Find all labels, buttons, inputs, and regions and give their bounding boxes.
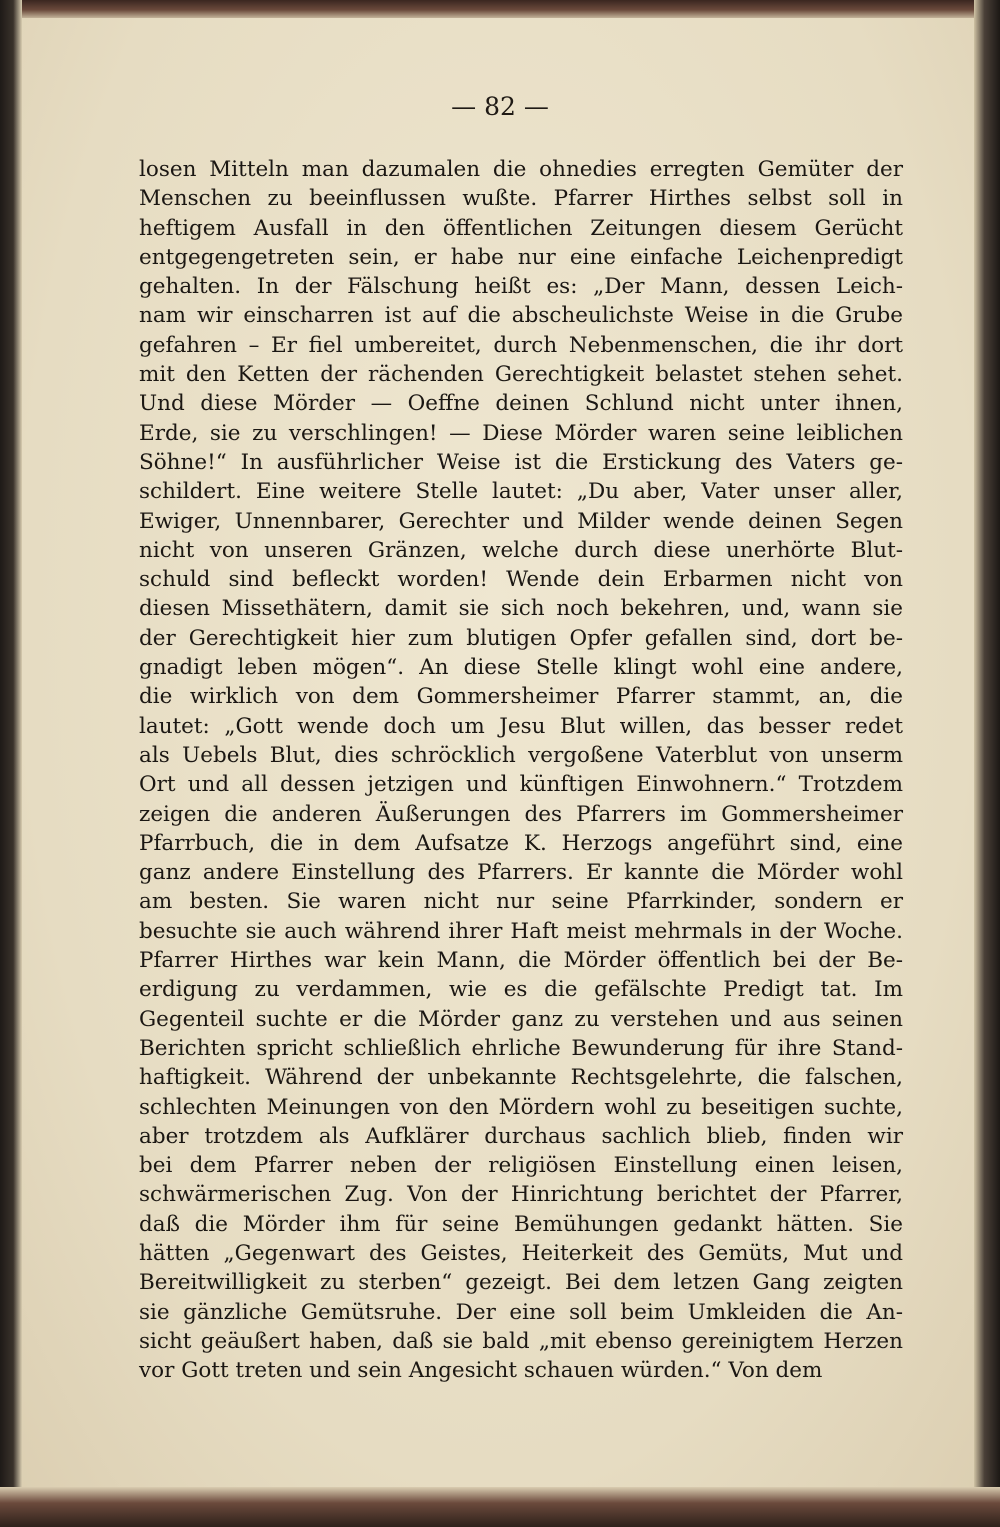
text-line: die wirklich von dem Gommersheimer Pfarrer stammt, an, die [139,684,903,710]
text-line: schuld sind befleckt worden! Wende dein Erbarmen nicht von [139,567,903,593]
body-text [139,155,903,1385]
text-line: heftigem Ausfall in den öffentlichen Zeitungen diesem Gerücht [139,215,903,241]
text-line: mit den Ketten der rächenden Gerechtigkeit belastet stehen sehet. [139,362,903,388]
text-line: lautet: „Gott wende doch um Jesu Blut willen, das besser redet [139,713,903,739]
book-binding-right [974,0,1000,1527]
text-line: nam wir einscharren ist auf die abscheulichste Weise in die Grube [139,303,903,329]
text-line: gefahren – Er fiel umbereitet, durch Nebenmenschen, die ihr dort [139,332,903,358]
text-line: schildert. Eine weitere Stelle lautet: „Du aber, Vater unser aller, [139,479,903,505]
text-line: ganz andere Einstellung des Pfarrers. Er kannte die Mörder wohl [139,860,903,886]
text-line: Pfarrer Hirthes war kein Mann, die Mörder öffentlich bei der Be- [139,948,903,974]
text-line: gnadigt leben mögen“. An diese Stelle klingt wohl eine andere, [139,655,903,681]
text-line: am besten. Sie waren nicht nur seine Pfarrkinder, sondern er [139,889,903,915]
text-line: entgegengetreten sein, er habe nur eine einfache Leichenpredigt [139,244,903,270]
text-line: Berichten spricht schließlich ehrliche Bewunderung für ihre Stand- [139,1035,903,1061]
text-line: Pfarrbuch, die in dem Aufsatze K. Herzogs angeführt sind, eine [139,830,903,856]
text-line: Ewiger, Unnennbarer, Gerechter und Milder wende deinen Segen [139,508,903,534]
book-edge-bottom [0,1487,1000,1527]
book-binding-left [0,0,22,1527]
text-line: hätten „Gegenwart des Geistes, Heiterkeit des Gemüts, Mut und [139,1240,903,1266]
text-line: Bereitwilligkeit zu sterben“ gezeigt. Bei dem letzen Gang zeigten [139,1270,903,1296]
text-line: vor Gott treten und sein Angesicht schauen würden.“ Von dem [139,1358,823,1384]
text-line: der Gerechtigkeit hier zum blutigen Opfer gefallen sind, dort be- [139,625,903,651]
text-line: bei dem Pfarrer neben der religiösen Einstellung einen leisen, [139,1153,903,1179]
text-line: Menschen zu beeinflussen wußte. Pfarrer Hirthes selbst soll in [139,186,903,212]
text-line: Ort und all dessen jetzigen und künftigen Einwohnern.“ Trotzdem [139,772,903,798]
text-line: sie gänzliche Gemütsruhe. Der eine soll beim Umkleiden die An- [139,1299,903,1325]
text-line: Söhne!“ In ausführlicher Weise ist die Erstickung des Vaters ge- [139,449,903,475]
page-number: — 82 — [451,92,549,121]
text-line: schlechten Meinungen von den Mördern wohl zu beseitigen suchte, [139,1094,903,1120]
text-line: zeigen die anderen Äußerungen des Pfarrers im Gommersheimer [139,801,903,827]
text-line: als Uebels Blut, dies schröcklich vergoßene Vaterblut von unserm [139,742,903,768]
text-line: diesen Missethätern, damit sie sich noch bekehren, und, wann sie [139,596,903,622]
text-line: sicht geäußert haben, daß sie bald „mit ebenso gereinigtem Herzen [139,1328,903,1354]
text-line: nicht von unseren Gränzen, welche durch diese unerhörte Blut- [139,537,903,563]
text-line: haftigkeit. Während der unbekannte Rechtsgelehrte, die falschen, [139,1065,903,1091]
text-line: losen Mitteln man dazumalen die ohnedies erregten Gemüter der [139,157,903,182]
text-line: gehalten. In der Fälschung heißt es: „Der Mann, dessen Leich- [139,274,903,300]
text-line: schwärmerischen Zug. Von der Hinrichtung berichtet der Pfarrer, [139,1182,903,1208]
text-line: daß die Mörder ihm für seine Bemühungen gedankt hätten. Sie [139,1211,903,1237]
text-line: Und diese Mörder — Oeffne deinen Schlund nicht unter ihnen, [139,391,903,417]
text-line: Erde, sie zu verschlingen! — Diese Mörder waren seine leiblichen [139,420,903,446]
text-line: aber trotzdem als Aufklärer durchaus sachlich blieb, finden wir [139,1123,903,1149]
text-line: besuchte sie auch während ihrer Haft meist mehrmals in der Woche. [139,918,903,944]
text-line: Gegenteil suchte er die Mörder ganz zu verstehen und aus seinen [139,1006,903,1032]
book-edge-top [0,0,1000,20]
text-line: erdigung zu verdammen, wie es die gefälschte Predigt tat. Im [139,977,903,1003]
